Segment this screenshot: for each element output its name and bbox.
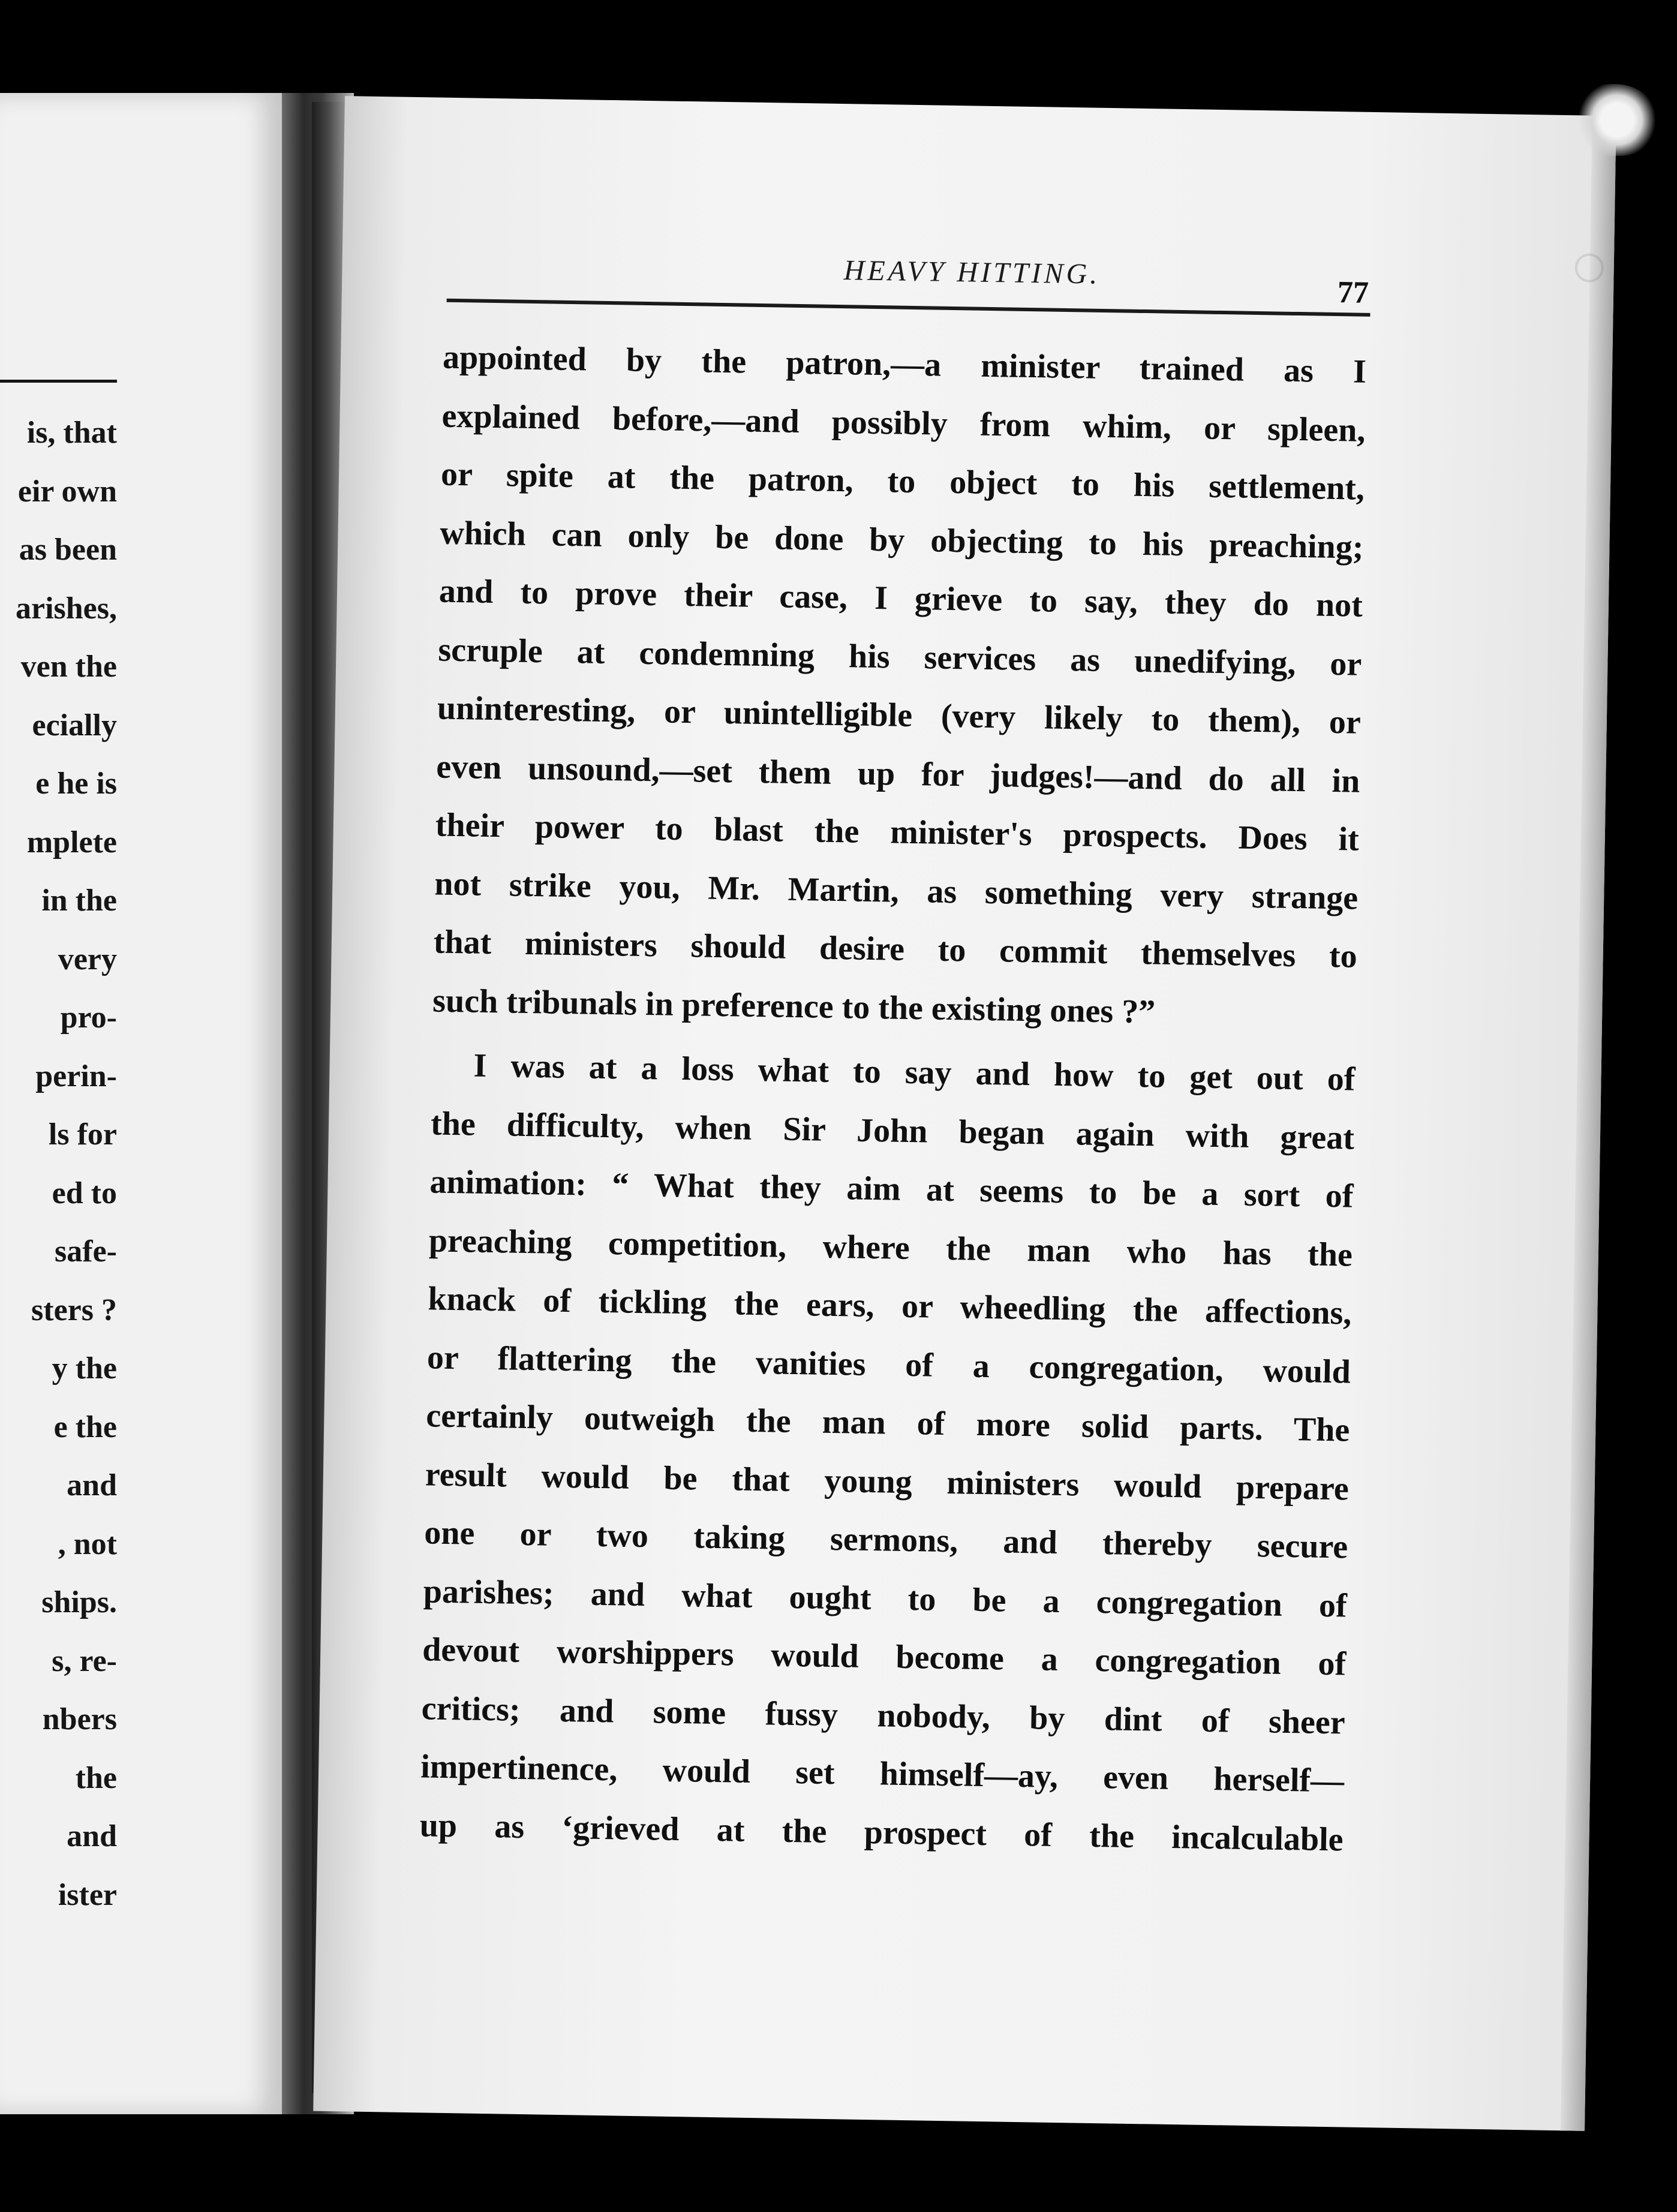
- left-line: very: [58, 942, 117, 976]
- left-line: and: [67, 1819, 117, 1853]
- paragraph: [432, 329, 1367, 1045]
- left-line: ven the: [20, 650, 117, 684]
- header-rule: [447, 299, 1371, 317]
- left-line: perin-: [35, 1059, 117, 1093]
- left-line: ls for: [48, 1117, 117, 1152]
- left-line: in the: [41, 883, 117, 918]
- left-line: as been: [19, 533, 117, 567]
- left-line: nbers: [42, 1702, 117, 1736]
- text-line: critics; and some fussy nobody, by dint of sheer: [421, 1689, 1346, 1742]
- left-line: y the: [52, 1351, 117, 1385]
- left-line: arishes,: [16, 591, 117, 626]
- text-line: devout worshippers would become a congregation of: [422, 1631, 1347, 1683]
- left-line: ecially: [32, 708, 117, 743]
- left-line: e the: [53, 1409, 117, 1444]
- left-page: [0, 93, 282, 2114]
- left-line: ships.: [41, 1585, 117, 1619]
- left-line: ister: [58, 1877, 117, 1912]
- text-line: certainly outweigh the man of more solid parts. The: [425, 1397, 1350, 1449]
- left-line: , not: [58, 1526, 117, 1561]
- page-number: 77: [1337, 275, 1369, 310]
- left-line: sters ?: [31, 1293, 117, 1327]
- text-line: which can only be done by objecting to his preaching;: [440, 514, 1364, 566]
- text-line: that ministers should desire to commit themselves to: [433, 923, 1358, 975]
- running-head: HEAVY HITTING.: [843, 254, 1101, 290]
- text-line: uninteresting, or unintelligible (very likely to them), or: [437, 689, 1362, 741]
- text-line: and to prove their case, I grieve to say, they do not: [438, 572, 1363, 624]
- paper-damage: [1575, 84, 1659, 156]
- text-line: parishes; and what ought to be a congregation of: [423, 1572, 1348, 1625]
- text-line: impertinence, would set himself—ay, even herself—: [420, 1748, 1345, 1800]
- left-line: e he is: [35, 767, 117, 801]
- left-line: s, re-: [52, 1643, 117, 1678]
- left-page-text: [0, 404, 117, 1924]
- text-line: knack of tickling the ears, or wheedling the affections,: [428, 1280, 1352, 1332]
- left-line: the: [75, 1760, 117, 1795]
- text-line: one or two taking sermons, and thereby secure: [423, 1514, 1348, 1566]
- text-line: appointed by the patron,—a minister trained as I: [442, 338, 1367, 390]
- right-page: [313, 96, 1616, 2131]
- left-line: mplete: [26, 825, 117, 859]
- text-line: up as ‘grieved at the prospect of the incalculable: [419, 1806, 1344, 1859]
- text-line: preaching competition, where the man who has the: [428, 1221, 1353, 1274]
- text-line: or spite at the patron, to object to his settlement,: [440, 455, 1365, 507]
- text-line: animation: “ What they aim at seems to be a sort of: [429, 1163, 1354, 1215]
- left-line: and: [67, 1468, 117, 1502]
- text-line: I was at a loss what to say and how to get out of: [473, 1047, 1356, 1098]
- left-line: ed to: [52, 1176, 117, 1210]
- text-line: explained before,—and possibly from whim, or spleen,: [441, 397, 1366, 449]
- text-line: the difficulty, when Sir John began again with great: [430, 1104, 1355, 1157]
- text-line: scruple at condemning his services as unedifying, or: [438, 631, 1362, 683]
- text-line: such tribunals in preference to the existing ones ?”: [432, 981, 1156, 1030]
- text-line: or flattering the vanities of a congregation, would: [426, 1338, 1351, 1391]
- text-line: not strike you, Mr. Martin, as something very strange: [434, 865, 1359, 917]
- left-line: is, that: [26, 416, 117, 450]
- left-line: pro-: [60, 1000, 117, 1035]
- text-line: even unsound,—set them up for judges!—and do all in: [435, 748, 1360, 800]
- text-line: result would be that young ministers would prepare: [425, 1455, 1350, 1508]
- left-line: eir own: [17, 474, 117, 509]
- left-page-rule: [0, 380, 117, 383]
- body-text: [419, 329, 1367, 1870]
- paragraph: [419, 1036, 1356, 1869]
- left-line: safe-: [55, 1234, 117, 1269]
- text-line: their power to blast the minister's prospects. Does it: [435, 806, 1360, 858]
